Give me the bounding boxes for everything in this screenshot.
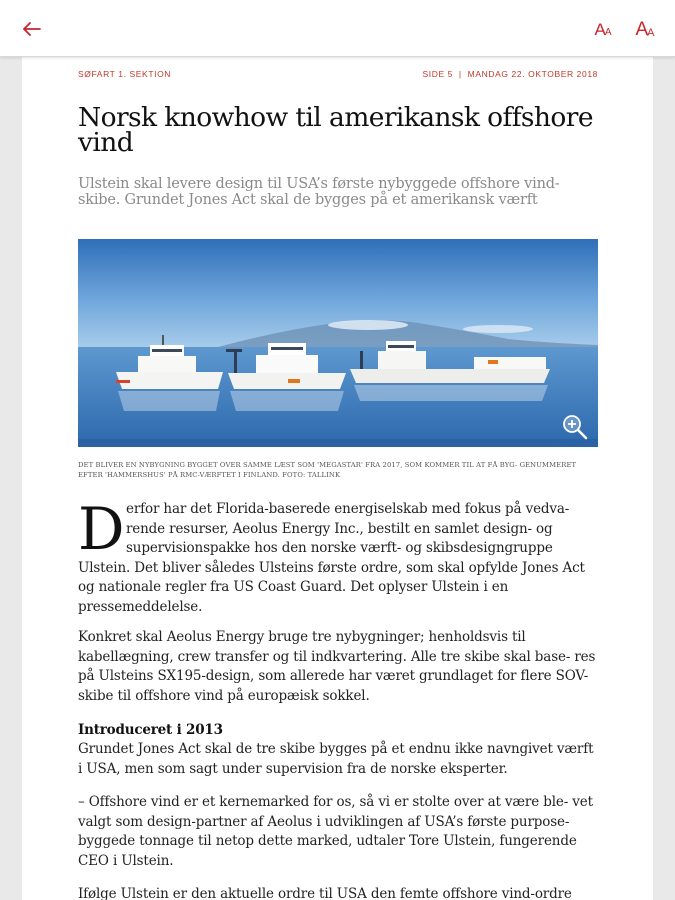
back-button[interactable] <box>18 15 46 43</box>
paragraph-5: Ifølge Ulstein er den aktuelle ordre til USA den femte offshore vind-ordre <box>78 886 572 900</box>
font-size-decrease-button[interactable] <box>588 14 618 44</box>
article-meta <box>78 69 598 83</box>
section-label: SØFART 1. SEKTION <box>78 69 172 79</box>
paragraph-1 <box>78 495 598 617</box>
article-photo[interactable] <box>78 239 598 447</box>
font-size-increase-icon: A A <box>635 18 655 40</box>
zoom-button[interactable] <box>560 412 590 442</box>
article-subtitle: Ulstein skal levere design til USA’s første nybyggede offshore vind-skibe. Grundet Jones Act skal de bygges på et amerikansk værft <box>78 176 560 208</box>
paragraph-1-text: erfor har det Florida-baserede energiselskab med fokus på vedva- rende resurser, Aeolus Energy Inc., bestilt en samlet design- og supervisionspakke hos den norske værft- og skibsdesigngruppe Ulstein. Det bliver således Ulsteins første ordre, som skal opfylde Jones Act og nationale regler fra US Coast Guard. Det oplyser Ulstein i en pressemeddelelse. <box>78 501 585 615</box>
paragraph-3: Grundet Jones Act skal de tre skibe bygges på et endnu ikke navngivet værft i USA, men som sagt under supervision fra de norske eksperter. <box>78 741 594 777</box>
photo-caption: DET BLIVER EN NYBYGNING BYGGET OVER SAMME LÆST SOM 'MEGASTAR' FRA 2017, SOM KOMMER TIL AT FÅ BYG- GENUMMERET EFTER 'HAMMERSHUS' PÅ RMC-VÆRFTET I FINLAND. FOTO: TALLINK <box>78 461 577 479</box>
drop-cap: D <box>78 495 125 563</box>
paragraph-2: Konkret skal Aeolus Energy bruge tre nybygninger; henholdsvis til kabellægning, crew transfer og til indkvartering. Alle tre skibe skal base- res på Ulsteins SX195-design, som allerede har været grundlaget for flere SOV-skibe til offshore vind på europæisk sokkel. <box>78 629 596 704</box>
font-size-decrease-icon: A A <box>594 19 612 39</box>
article-headline: Norsk knowhow til amerikansk offshore vind <box>78 102 593 158</box>
paragraph-4: – Offshore vind er et kernemarked for os, så vi er stolte over at være ble- vet valgt som design-partner af Aeolus i udviklingen af USA’s første purpose-byggede tonnage til netop dette marked, udtaler Tore Ulstein, fungerende CEO i Ulstein. <box>78 794 593 869</box>
ships-photo-illustration <box>78 239 598 447</box>
top-toolbar <box>0 0 675 57</box>
arrow-left-icon <box>23 22 41 36</box>
article-subheading: Introduceret i 2013 <box>78 722 223 738</box>
font-size-increase-button[interactable] <box>630 14 660 44</box>
zoom-in-icon <box>561 413 589 441</box>
article-page <box>22 57 653 900</box>
page-date-label: SIDE 5 | MANDAG 22. OKTOBER 2018 <box>422 69 598 79</box>
